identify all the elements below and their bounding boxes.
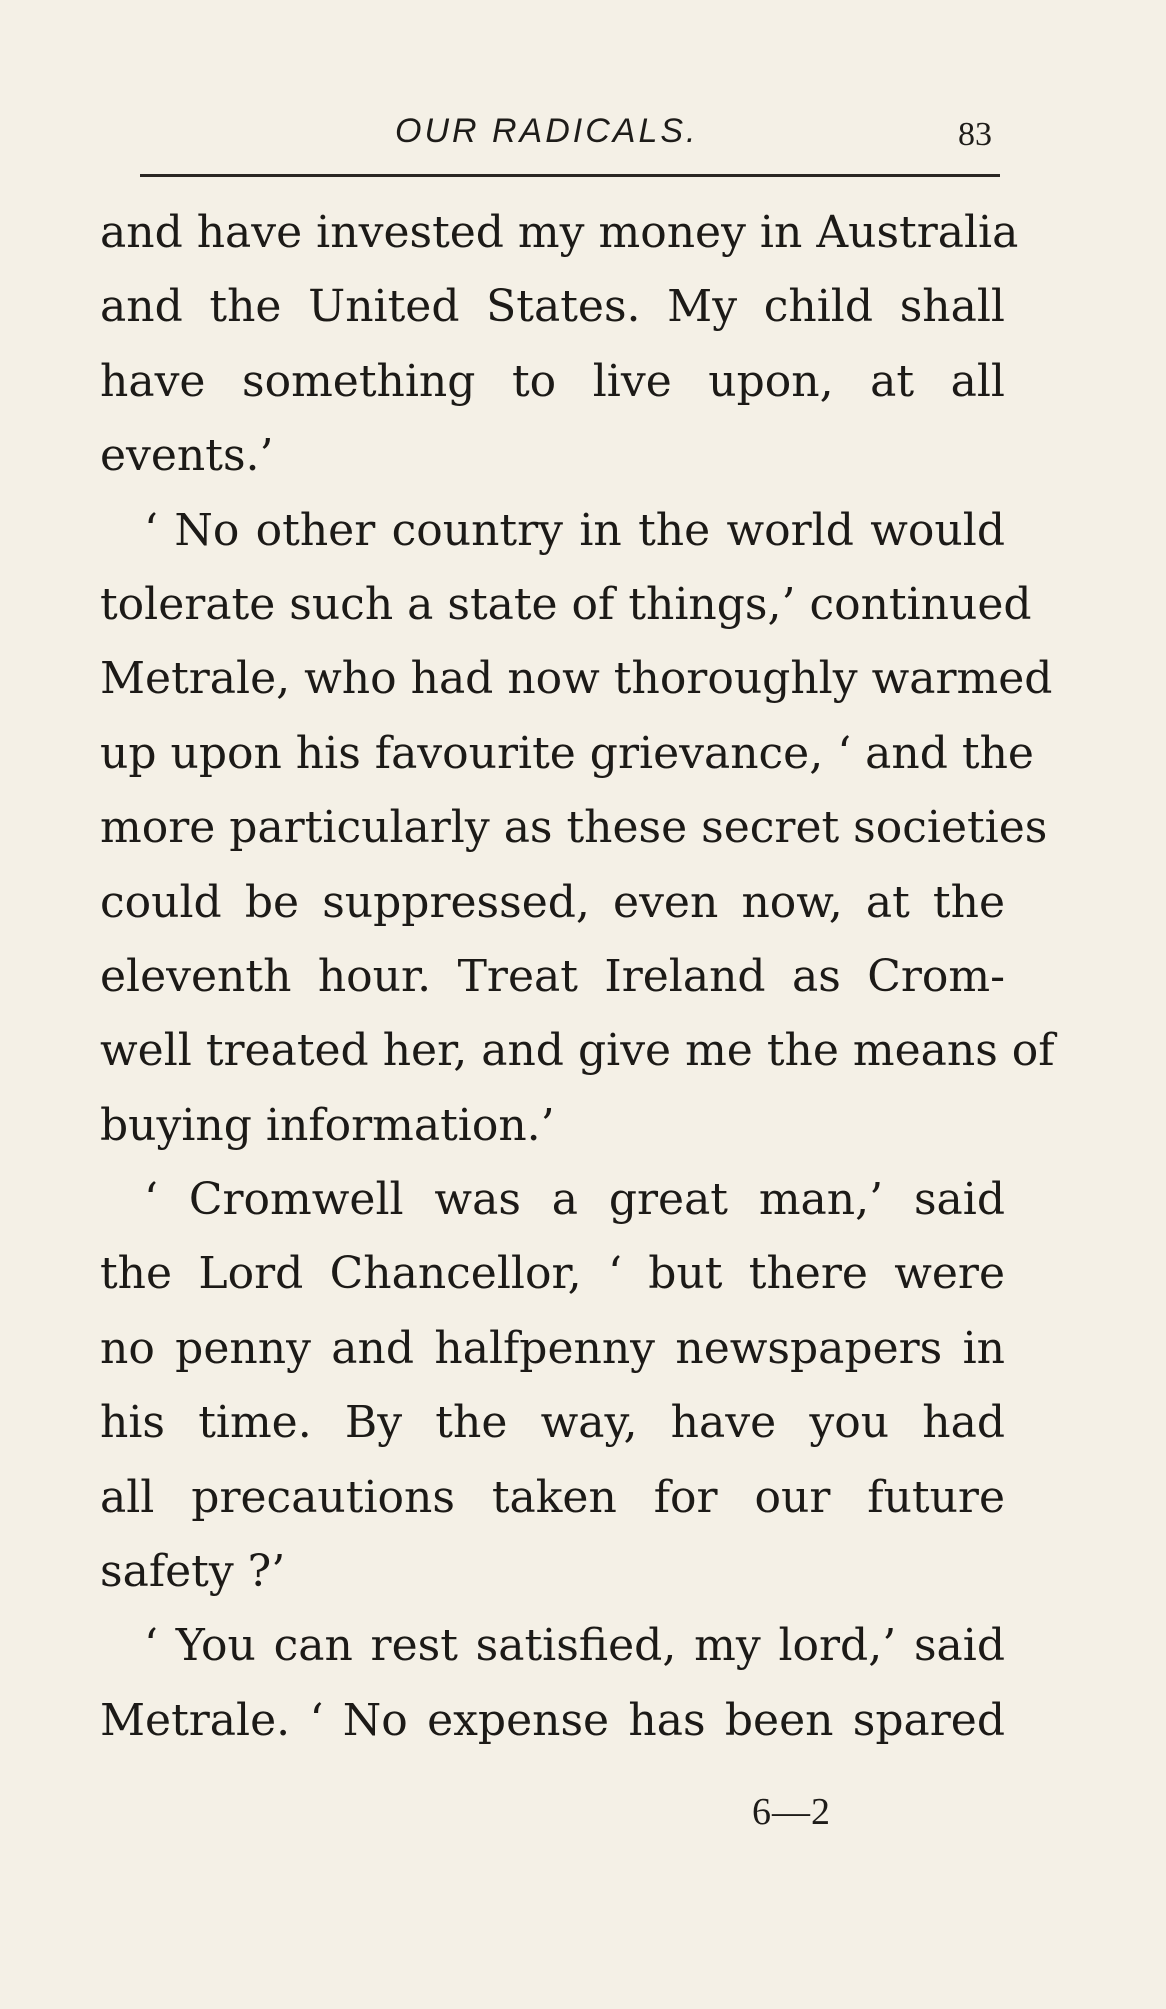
text-line: and the United States. My child shall bbox=[100, 281, 1005, 333]
text-line: tolerate such a state of things,’ continued bbox=[100, 578, 1032, 630]
text-line: events.’ bbox=[100, 430, 274, 482]
text-line: safety ?’ bbox=[100, 1546, 286, 1598]
page-number: 83 bbox=[958, 116, 992, 153]
text-line: Metrale. ‘ No expense has been spared bbox=[100, 1694, 1005, 1746]
text-line: up upon his favourite grievance, ‘ and the bbox=[100, 727, 1034, 779]
text-line: could be suppressed, even now, at the bbox=[100, 876, 1005, 928]
text-line: eleventh hour. Treat Ireland as Crom- bbox=[100, 950, 1005, 1002]
text-line: ‘ You can rest satisfied, my lord,’ said bbox=[144, 1620, 1005, 1672]
text-line: all precautions taken for our future bbox=[100, 1471, 1005, 1523]
signature-mark: 6—2 bbox=[752, 1791, 831, 1833]
running-head bbox=[0, 100, 1166, 170]
text-line: Metrale, who had now thoroughly warmed bbox=[100, 653, 1053, 705]
text-line: and have invested my money in Australia bbox=[100, 207, 1019, 258]
text-line: ‘ Cromwell was a great man,’ said bbox=[144, 1174, 1005, 1226]
text-line: no penny and halfpenny newspapers in bbox=[100, 1322, 1005, 1374]
text-line: his time. By the way, have you had bbox=[100, 1397, 1005, 1449]
text-line: more particularly as these secret societies bbox=[100, 802, 1048, 854]
text-line: buying information.’ bbox=[100, 1099, 555, 1151]
text-line: well treated her, and give me the means of bbox=[100, 1025, 1055, 1077]
text-line: ‘ No other country in the world would bbox=[144, 504, 1005, 556]
body-text bbox=[100, 196, 1055, 1758]
running-title: OUR RADICALS. bbox=[395, 112, 699, 150]
text-line: have something to live upon, at all bbox=[100, 355, 1005, 407]
header-rule bbox=[140, 174, 1000, 177]
text-line: the Lord Chancellor, ‘ but there were bbox=[100, 1248, 1005, 1300]
